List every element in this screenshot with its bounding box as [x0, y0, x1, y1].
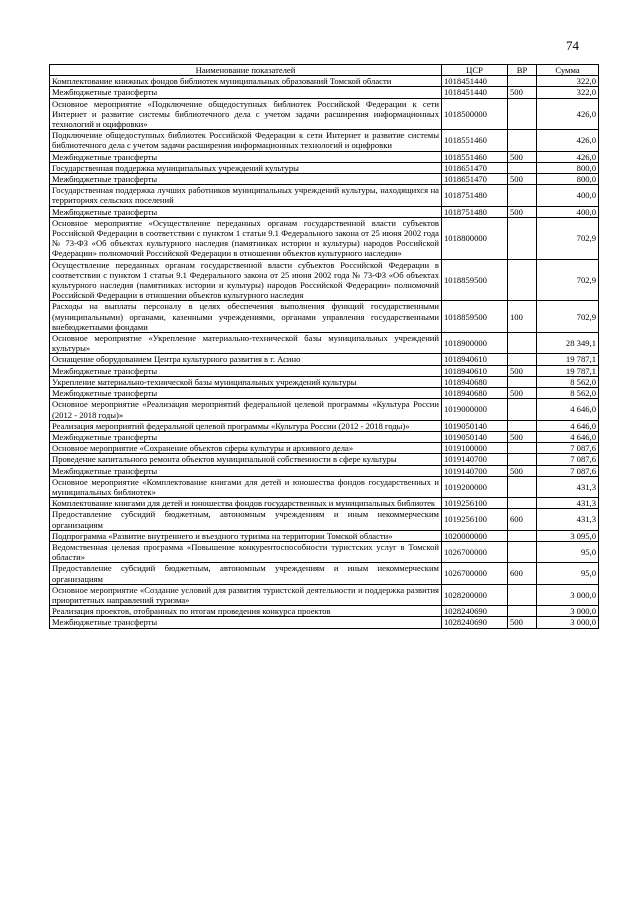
cell-sum: 7 087,6	[537, 443, 599, 454]
cell-csr: 1019050140	[442, 420, 508, 431]
table-row	[50, 420, 599, 431]
cell-name: Основное мероприятие «Осуществление переданных органам государственной власти субъектов Российской Федерации в соответствии с пунктом 1 статьи 9.1 Федерального закона от 25 июня 2002 года № 73-ФЗ «Об объектах культурного наследия (памятниках истории и культуры) народов Российской Федерации» полномочий Российской Федерации в отношении объектов культурного наследия»	[50, 217, 442, 259]
cell-name: Предоставление субсидий бюджетным, автономным учреждениям и иным некоммерческим организациям	[50, 563, 442, 584]
cell-vr	[508, 584, 537, 605]
cell-vr	[508, 217, 537, 259]
cell-name: Осуществление переданных органам государственной власти субъектов Российской Федерации в соответствии с пунктом 1 статьи 9.1 Федерального закона от 25 июня 2002 года № 73-ФЗ «Об объектах культурного наследия (памятниках истории и культуры) народов Российской Федерации» полномочий Российской Федерации в отношении объектов культурного наследия	[50, 259, 442, 301]
header-csr: ЦСР	[442, 65, 508, 76]
cell-vr	[508, 498, 537, 509]
cell-vr	[508, 185, 537, 206]
cell-csr: 1018940680	[442, 376, 508, 387]
cell-sum: 7 087,6	[537, 454, 599, 465]
cell-vr	[508, 354, 537, 365]
cell-vr	[508, 541, 537, 562]
cell-name: Расходы на выплаты персоналу в целях обеспечения выполнения функций государственными (муниципальными) органами, казенными учреждениями, органами управления государственными внебюджетными фондами	[50, 301, 442, 333]
table-row	[50, 530, 599, 541]
cell-name: Предоставление субсидий бюджетным, автономным учреждениям и иным некоммерческим организациям	[50, 509, 442, 530]
cell-csr: 1020000000	[442, 530, 508, 541]
cell-vr	[508, 376, 537, 387]
cell-csr: 1019256100	[442, 509, 508, 530]
cell-csr: 1028240690	[442, 617, 508, 628]
cell-name: Государственная поддержка лучших работников муниципальных учреждений культуры, находящихся на территориях сельских поселений	[50, 185, 442, 206]
cell-csr: 1018551460	[442, 151, 508, 162]
cell-sum: 19 787,1	[537, 354, 599, 365]
cell-sum: 431,3	[537, 509, 599, 530]
cell-name: Межбюджетные трансферты	[50, 465, 442, 476]
cell-csr: 1018500000	[442, 98, 508, 130]
cell-name: Укрепление материально-технической базы муниципальных учреждений культуры	[50, 376, 442, 387]
cell-sum: 8 562,0	[537, 388, 599, 399]
cell-name: Основное мероприятие «Комплектование книгами для детей и юношества фондов государственных и муниципальных библиотек»	[50, 476, 442, 497]
cell-sum: 426,0	[537, 130, 599, 151]
cell-sum: 3 095,0	[537, 530, 599, 541]
cell-sum: 19 787,1	[537, 365, 599, 376]
cell-csr: 1019140700	[442, 454, 508, 465]
cell-sum: 322,0	[537, 76, 599, 87]
cell-vr: 500	[508, 206, 537, 217]
table-row	[50, 584, 599, 605]
cell-name: Межбюджетные трансферты	[50, 151, 442, 162]
cell-sum: 3 000,0	[537, 617, 599, 628]
table-row	[50, 541, 599, 562]
table-header	[50, 65, 599, 76]
cell-sum: 8 562,0	[537, 376, 599, 387]
cell-sum: 322,0	[537, 87, 599, 98]
cell-csr: 1026700000	[442, 563, 508, 584]
header-row	[50, 65, 599, 76]
cell-sum: 7 087,6	[537, 465, 599, 476]
cell-csr: 1018859500	[442, 259, 508, 301]
cell-sum: 431,3	[537, 476, 599, 497]
table-row	[50, 185, 599, 206]
cell-sum: 431,3	[537, 498, 599, 509]
table-row	[50, 259, 599, 301]
table-row	[50, 87, 599, 98]
cell-csr: 1019200000	[442, 476, 508, 497]
cell-vr	[508, 399, 537, 420]
cell-sum: 28 349,1	[537, 333, 599, 354]
cell-name: Комплектование книгами для детей и юношества фондов государственных и муниципальных библиотек	[50, 498, 442, 509]
table-row	[50, 151, 599, 162]
cell-sum: 400,0	[537, 185, 599, 206]
table-row	[50, 162, 599, 173]
cell-csr: 1028200000	[442, 584, 508, 605]
cell-csr: 1019100000	[442, 443, 508, 454]
cell-name: Государственная поддержка муниципальных учреждений культуры	[50, 162, 442, 173]
cell-vr: 500	[508, 365, 537, 376]
header-vr: ВР	[508, 65, 537, 76]
cell-name: Проведение капитального ремонта объектов муниципальной собственности в сфере культуры	[50, 454, 442, 465]
cell-name: Межбюджетные трансферты	[50, 174, 442, 185]
table-row	[50, 399, 599, 420]
table-row	[50, 388, 599, 399]
cell-csr: 1018551460	[442, 130, 508, 151]
cell-csr: 1018451440	[442, 76, 508, 87]
cell-sum: 3 000,0	[537, 584, 599, 605]
cell-sum: 426,0	[537, 151, 599, 162]
cell-sum: 800,0	[537, 162, 599, 173]
cell-csr: 1018859500	[442, 301, 508, 333]
cell-name: Оснащение оборудованием Центра культурного развития в г. Асино	[50, 354, 442, 365]
cell-sum: 4 646,0	[537, 431, 599, 442]
table-row	[50, 354, 599, 365]
cell-csr: 1018900000	[442, 333, 508, 354]
cell-csr: 1018940610	[442, 354, 508, 365]
cell-vr: 100	[508, 301, 537, 333]
cell-vr	[508, 420, 537, 431]
table-row	[50, 606, 599, 617]
table-row	[50, 476, 599, 497]
cell-csr: 1019140700	[442, 465, 508, 476]
table-body	[50, 76, 599, 628]
cell-csr: 1028240690	[442, 606, 508, 617]
cell-sum: 702,9	[537, 259, 599, 301]
cell-vr	[508, 476, 537, 497]
table-row	[50, 174, 599, 185]
cell-csr: 1018751480	[442, 206, 508, 217]
table-row	[50, 443, 599, 454]
cell-vr: 600	[508, 509, 537, 530]
cell-vr: 500	[508, 465, 537, 476]
cell-sum: 4 646,0	[537, 420, 599, 431]
cell-name: Основное мероприятие «Сохранение объектов сферы культуры и архивного дела»	[50, 443, 442, 454]
cell-name: Реализация мероприятий федеральной целевой программы «Культура России (2012 - 2018 годы)»	[50, 420, 442, 431]
cell-vr: 500	[508, 87, 537, 98]
table-row	[50, 465, 599, 476]
cell-csr: 1018651470	[442, 162, 508, 173]
table-row	[50, 431, 599, 442]
cell-vr: 500	[508, 151, 537, 162]
cell-sum: 702,9	[537, 217, 599, 259]
cell-csr: 1019050140	[442, 431, 508, 442]
page-number: 74	[566, 38, 579, 53]
cell-vr	[508, 530, 537, 541]
cell-vr: 500	[508, 388, 537, 399]
cell-sum: 95,0	[537, 541, 599, 562]
cell-name: Межбюджетные трансферты	[50, 87, 442, 98]
table-row	[50, 454, 599, 465]
cell-csr: 1018751480	[442, 185, 508, 206]
cell-vr	[508, 259, 537, 301]
cell-name: Межбюджетные трансферты	[50, 617, 442, 628]
header-sum: Сумма	[537, 65, 599, 76]
cell-csr: 1018940680	[442, 388, 508, 399]
cell-csr: 1026700000	[442, 541, 508, 562]
table-row	[50, 376, 599, 387]
cell-vr	[508, 333, 537, 354]
table-row	[50, 130, 599, 151]
table-row	[50, 509, 599, 530]
budget-table	[49, 64, 599, 629]
cell-name: Межбюджетные трансферты	[50, 365, 442, 376]
cell-name: Основное мероприятие «Создание условий для развития туристской деятельности и поддержка развития приоритетных направлений туризма»	[50, 584, 442, 605]
cell-name: Основное мероприятие «Реализация мероприятий федеральной целевой программы «Культура России (2012 - 2018 годы)»	[50, 399, 442, 420]
cell-csr: 1019256100	[442, 498, 508, 509]
cell-name: Ведомственная целевая программа «Повышение конкурентоспособности туристских услуг в Томской области»	[50, 541, 442, 562]
cell-name: Основное мероприятие «Укрепление материально-технической базы муниципальных учреждений культуры»	[50, 333, 442, 354]
cell-vr: 500	[508, 617, 537, 628]
cell-vr: 500	[508, 174, 537, 185]
cell-sum: 400,0	[537, 206, 599, 217]
table-row	[50, 563, 599, 584]
table-row	[50, 98, 599, 130]
table-row	[50, 365, 599, 376]
cell-vr	[508, 443, 537, 454]
cell-vr: 500	[508, 431, 537, 442]
cell-name: Реализация проектов, отобранных по итогам проведения конкурса проектов	[50, 606, 442, 617]
table-row	[50, 217, 599, 259]
cell-sum: 4 646,0	[537, 399, 599, 420]
cell-vr	[508, 162, 537, 173]
header-name: Наименование показателей	[50, 65, 442, 76]
cell-name: Межбюджетные трансферты	[50, 388, 442, 399]
cell-vr	[508, 76, 537, 87]
table-row	[50, 76, 599, 87]
cell-sum: 3 000,0	[537, 606, 599, 617]
cell-vr	[508, 606, 537, 617]
cell-csr: 1018451440	[442, 87, 508, 98]
cell-csr: 1018651470	[442, 174, 508, 185]
cell-vr: 600	[508, 563, 537, 584]
cell-sum: 800,0	[537, 174, 599, 185]
cell-csr: 1019000000	[442, 399, 508, 420]
cell-vr	[508, 454, 537, 465]
cell-name: Межбюджетные трансферты	[50, 431, 442, 442]
table-row	[50, 617, 599, 628]
cell-csr: 1018940610	[442, 365, 508, 376]
cell-name: Комплектование книжных фондов библиотек муниципальных образований Томской области	[50, 76, 442, 87]
cell-sum: 95,0	[537, 563, 599, 584]
cell-vr	[508, 130, 537, 151]
cell-sum: 426,0	[537, 98, 599, 130]
cell-name: Межбюджетные трансферты	[50, 206, 442, 217]
table-row	[50, 498, 599, 509]
table-row	[50, 301, 599, 333]
cell-vr	[508, 98, 537, 130]
table-row	[50, 206, 599, 217]
cell-name: Подключение общедоступных библиотек Российской Федерации к сети Интернет и развитие системы библиотечного дела с учетом задачи расширения информационных технологий и оцифровки	[50, 130, 442, 151]
table-row	[50, 333, 599, 354]
cell-name: Подпрограмма «Развитие внутреннего и въездного туризма на территории Томской области»	[50, 530, 442, 541]
cell-csr: 1018800000	[442, 217, 508, 259]
cell-sum: 702,9	[537, 301, 599, 333]
cell-name: Основное мероприятие «Подключение общедоступных библиотек Российской Федерации к сети Интернет и развитие системы библиотечного дела с учетом задачи расширения информационных технологий и оцифровки»	[50, 98, 442, 130]
